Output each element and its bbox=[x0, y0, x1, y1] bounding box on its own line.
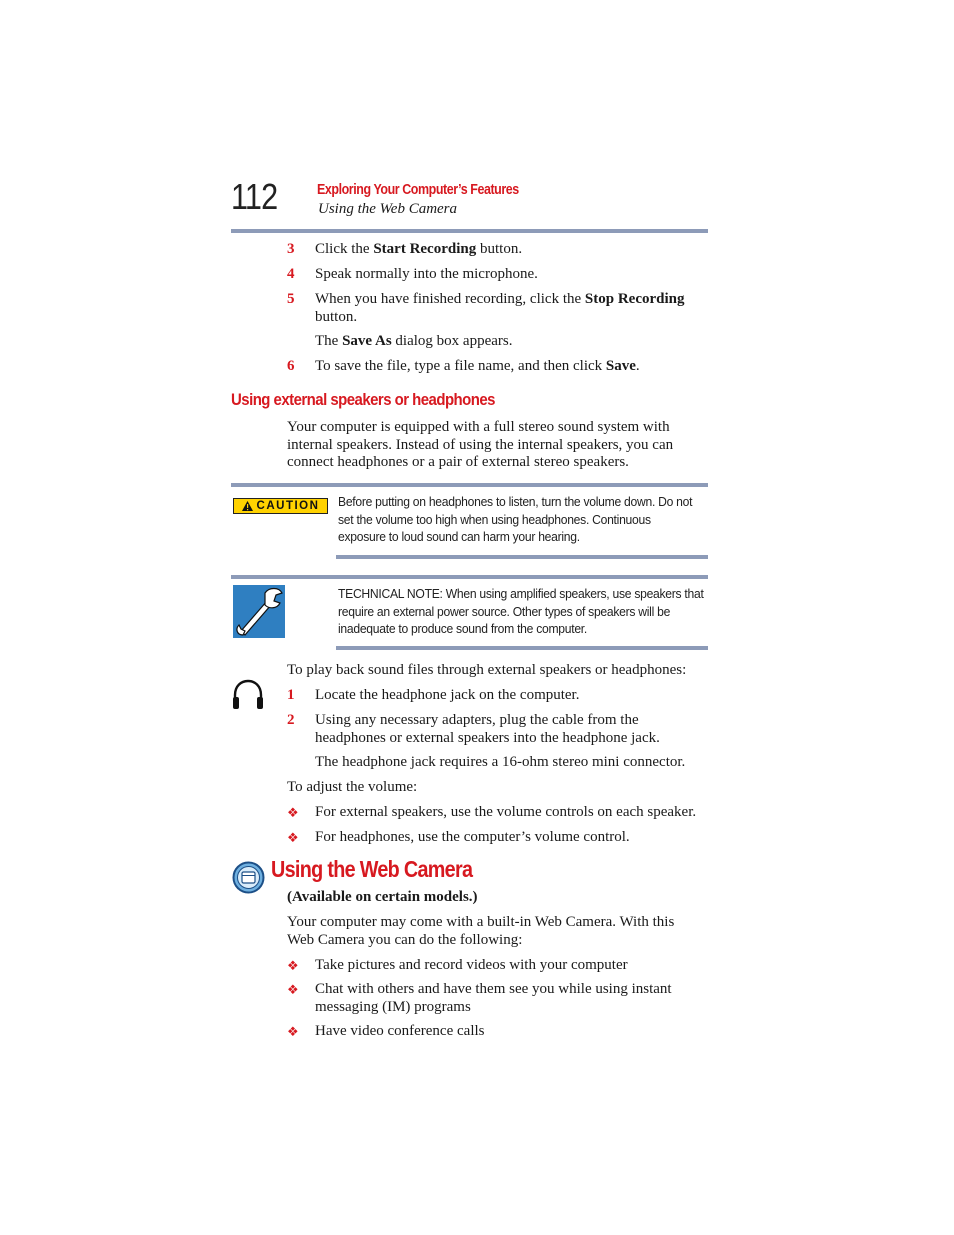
bullet-icon: ❖ bbox=[287, 1024, 299, 1039]
step-number: 3 bbox=[287, 241, 295, 257]
tech-note-bottom-rule bbox=[336, 646, 708, 650]
bullet-icon: ❖ bbox=[287, 958, 299, 973]
step-number: 4 bbox=[287, 266, 295, 282]
chapter-title: Exploring Your Computer’s Features bbox=[317, 182, 519, 198]
step-text: When you have finished recording, click the Stop Recording button. bbox=[315, 291, 685, 325]
step-number: 1 bbox=[287, 687, 295, 703]
tech-note-text: TECHNICAL NOTE: When using amplified speakers, use speakers that require an external power source. Other types of speakers will be inadequate to produce sound from the computer. bbox=[338, 586, 704, 636]
step-text: Using any necessary adapters, plug the cable from the headphones or external speakers into the headphone jack. bbox=[315, 712, 660, 746]
volume-intro: To adjust the volume: bbox=[287, 779, 418, 795]
jack-note: The headphone jack requires a 16-ohm stereo mini connector. bbox=[315, 754, 686, 770]
step-number: 6 bbox=[287, 358, 295, 374]
section-title: Using the Web Camera bbox=[318, 201, 458, 217]
step-number: 2 bbox=[287, 712, 295, 728]
step-number: 5 bbox=[287, 291, 295, 307]
page-number: 112 bbox=[231, 176, 278, 217]
step-text: Click the Start Recording button. bbox=[315, 241, 523, 257]
caution-top-rule bbox=[231, 483, 708, 487]
warning-triangle-icon bbox=[242, 501, 253, 511]
bullet-icon: ❖ bbox=[287, 982, 299, 997]
caution-label: CAUTION bbox=[256, 500, 320, 512]
caution-bottom-rule bbox=[336, 555, 708, 559]
step-text: To save the file, type a file name, and then click Save. bbox=[315, 358, 640, 374]
step-text: Locate the headphone jack on the computer. bbox=[315, 687, 580, 703]
step-text: Speak normally into the microphone. bbox=[315, 266, 538, 282]
header-rule bbox=[231, 229, 708, 233]
caution-text: Before putting on headphones to listen, turn the volume down. Do not set the volume too high when using headphones. Continuous exposure to loud sound can harm your hearing. bbox=[338, 494, 693, 544]
bullet-text: Take pictures and record videos with your computer bbox=[315, 957, 628, 973]
bullet-icon: ❖ bbox=[287, 830, 299, 845]
caution-icon bbox=[233, 498, 328, 514]
bullet-text: Have video conference calls bbox=[315, 1023, 485, 1039]
speakers-intro: Your computer is equipped with a full stereo sound system with internal speakers. Instead of using the internal speakers, you can connect headphones or a pair of external stereo speakers. bbox=[287, 419, 674, 470]
webcam-heading: Using the Web Camera bbox=[271, 856, 473, 882]
availability-note: (Available on certain models.) bbox=[287, 889, 478, 905]
bullet-icon: ❖ bbox=[287, 805, 299, 820]
save-as-note: The Save As dialog box appears. bbox=[315, 333, 513, 349]
playback-intro: To play back sound files through external speakers or headphones: bbox=[287, 662, 687, 678]
webcam-intro: Your computer may come with a built-in Web Camera. With this Web Camera you can do the following: bbox=[287, 914, 675, 948]
section-heading: Using external speakers or headphones bbox=[231, 390, 495, 409]
bullet-text: For external speakers, use the volume controls on each speaker. bbox=[315, 804, 697, 820]
bullet-text: For headphones, use the computer’s volume control. bbox=[315, 829, 630, 845]
tech-note-top-rule bbox=[231, 575, 708, 579]
webcam-icon bbox=[232, 861, 265, 894]
wrench-icon bbox=[233, 585, 285, 638]
headphones-icon bbox=[231, 679, 265, 711]
bullet-text: Chat with others and have them see you while using instant messaging (IM) programs bbox=[315, 981, 672, 1015]
